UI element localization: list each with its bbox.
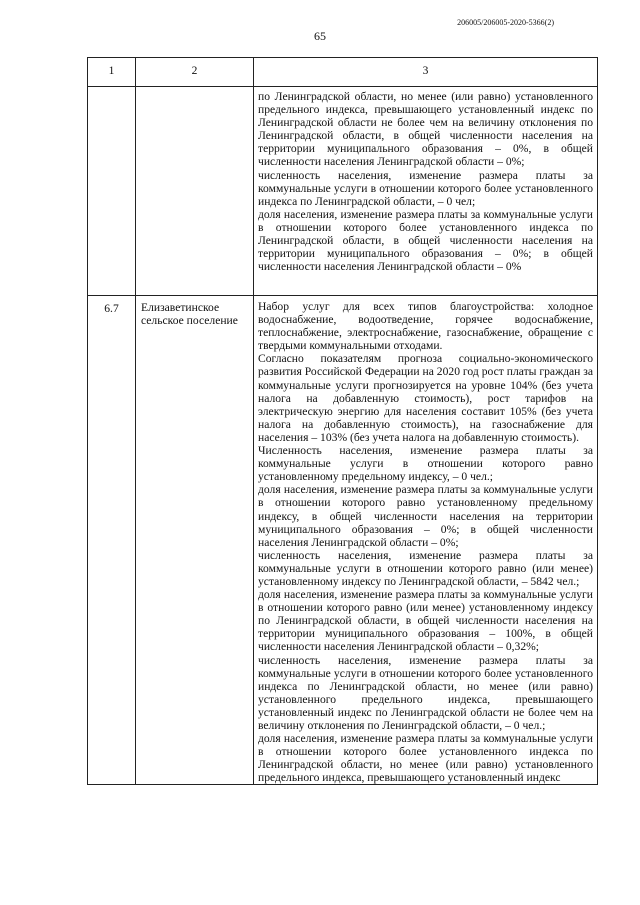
row-number-cell — [88, 87, 136, 296]
row-text-cell — [254, 296, 598, 785]
row-name-cell — [136, 87, 254, 296]
page-number: 65 — [314, 29, 326, 43]
text-paragraph: Согласно показателям прогноза социально-экономического развития Российской Федерации на 2020 год рост платы граждан за коммунальные услуги прогнозируется на уровне 104% (без учета налога на добавленную стоимость), рост тарифов на электрическую энергию для населения составит 105% (без учета налога на добавленную стоимость), на газоснабжение для населения – 103% (без учета налога на добавленную стоимость). — [258, 352, 593, 444]
table-row-continued — [88, 87, 598, 296]
table-header-row — [88, 58, 598, 87]
text-paragraph: численность населения, изменение размера платы за коммунальные услуги в отношении которого более установленного индекса по Ленинградской области, – 0 чел; — [258, 168, 593, 208]
header-cell-3: 3 — [254, 58, 598, 87]
text-paragraph: доля населения, изменение размера платы за коммунальные услуги в отношении которого равно установленному предельному индексу, в общей численности населения на территории муниципального образования – 0%; в общей численности населения Ленинградской области – 0%; — [258, 483, 593, 549]
header-cell-1: 1 — [88, 58, 136, 87]
row-name-cell: Елизаветинское сельское поселение — [136, 296, 254, 785]
text-paragraph: доля населения, изменение размера платы за коммунальные услуги в отношении которого более установленного индекса по Ленинградской области, в общей численности населения на территории муниципального образования – 0%; в общей численности населения Ленинградской области – 0% — [258, 207, 593, 274]
text-paragraph: доля населения, изменение размера платы за коммунальные услуги в отношении которого более установленного индекса по Ленинградской области, но менее (или равно) установленного предельного индекса, превышающего установленный индекс — [258, 732, 593, 785]
row-number-cell: 6.7 — [88, 296, 136, 785]
text-paragraph: Набор услуг для всех типов благоустройства: холодное водоснабжение, водоотведение, горячее водоснабжение, теплоснабжение, электроснабжение, газоснабжение, обращение с твердыми коммунальными отходами. — [258, 300, 593, 353]
text-paragraph: доля населения, изменение размера платы за коммунальные услуги в отношении которого равно (или менее) установленному индексу по Ленинградской области, в общей численности населения на территории муниципального образования – 100%, в общей численности населения Ленинградской области – 0,32%; — [258, 588, 593, 654]
row-text-cell — [254, 87, 598, 296]
data-table — [87, 57, 598, 785]
text-paragraph: численность населения, изменение размера платы за коммунальные услуги в отношении которого более установленного индекса по Ленинградской области, но менее (или равно) установленного предельного индекса, превышающего установленный индекс по Ленинградской области не более чем на величину отклонения по Ленинградской области, – 0 чел.; — [258, 653, 593, 732]
table-row-6-7 — [88, 296, 598, 785]
text-paragraph: по Ленинградской области, но менее (или равно) установленного предельного индекса, превышающего установленный индекс по Ленинградской области не более чем на величину отклонения по Ленинградской области, в общей численности населения на территории муниципального образования – 0%, в общей численности населения Ленинградской области – 0%; — [258, 90, 593, 169]
header-cell-2: 2 — [136, 58, 254, 87]
text-paragraph: численность населения, изменение размера платы за коммунальные услуги в отношении которого равно (или менее) установленному индексу по Ленинградской области, – 5842 чел.; — [258, 548, 593, 588]
text-paragraph: Численность населения, изменение размера платы за коммунальные услуги в отношении которого равно установленному предельному индексу, – 0 чел.; — [258, 444, 593, 484]
document-id: 206005/206005-2020-5366(2) — [457, 18, 554, 27]
